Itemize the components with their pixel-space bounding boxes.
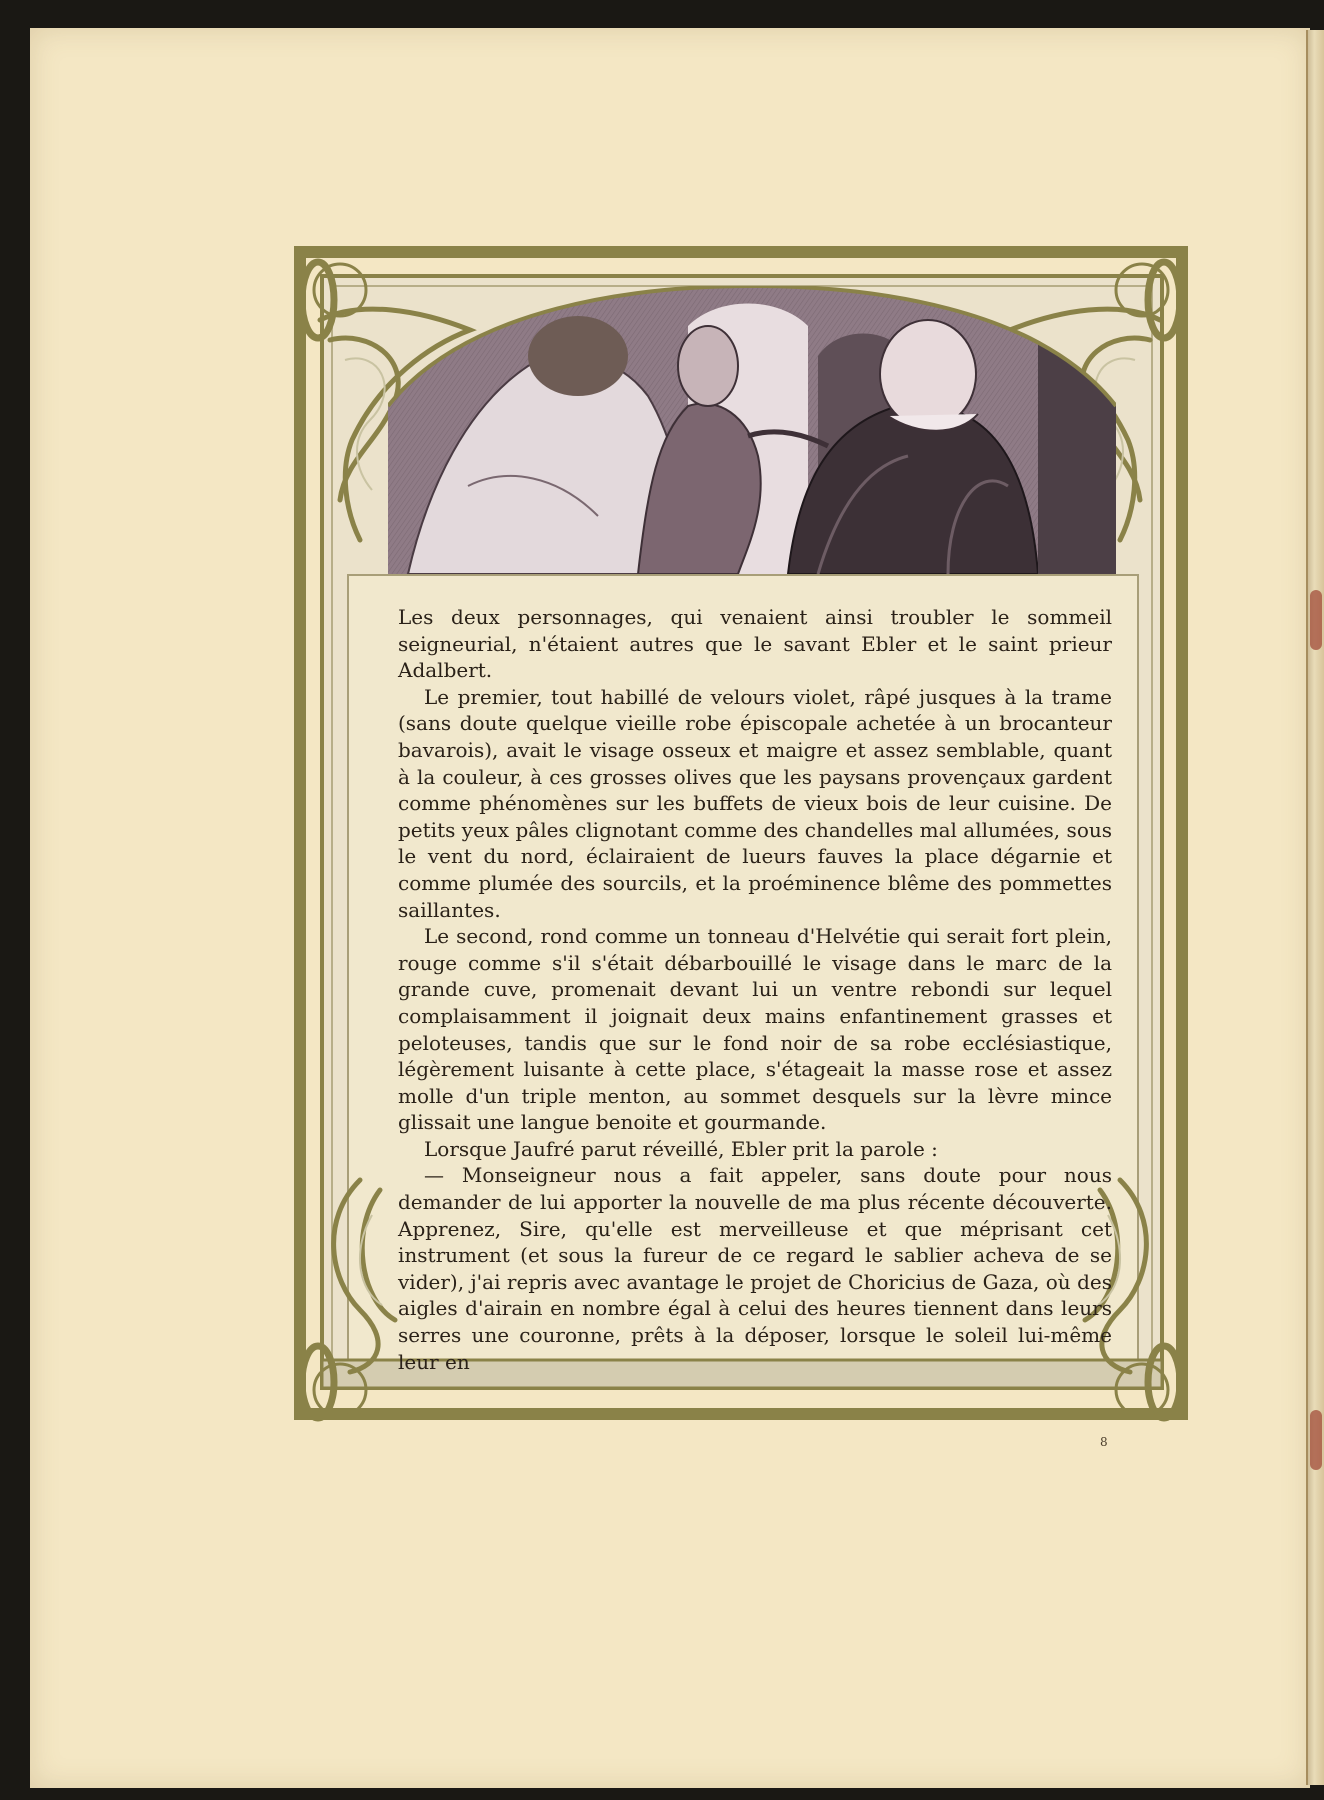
paragraph: Lorsque Jaufré parut réveillé, Ebler prit la parole : bbox=[424, 1136, 938, 1161]
page-number: 8 bbox=[1100, 1435, 1108, 1449]
paragraph: Les deux personnages, qui venaient ainsi troubler le sommeil seigneurial, n'étaient autres que le savant Ebler et le saint prieur Adalbert. bbox=[398, 605, 1112, 683]
paragraph: Le second, rond comme un tonneau d'Helvétie qui serait fort plein, rouge comme s'il s'était débarbouillé le visage dans le marc de la grande cuve, promenait devant lui un ventre rebondi sur lequel complaisamment il joignait deux mains enfantinement grasses et peloteuses, tandis que sur le fond noir de sa robe ecclésiastique, légèrement luisante à cette place, s'étageait la masse rose et assez molle d'un triple menton, au sommet desquels sur la lèvre mince glissait une langue benoite et gourmande. bbox=[398, 924, 1112, 1135]
three-figures-engraving-icon bbox=[388, 286, 1116, 574]
paragraph: — Monseigneur nous a fait appeler, sans doute pour nous demander de lui apporter la nouvelle de ma plus récente découverte. Apprenez, Sire, qu'elle est merveilleuse et que méprisant cet instrument (et sous la fureur de ce regard le sablier acheva de se vider), j'ai repris avec avantage le projet de Choricius de Gaza, où des aigles d'airain en nombre égal à celui des heures tiennent dans leurs serres une couronne, prêts à la déposer, lorsque le soleil lui-même leur en bbox=[398, 1163, 1112, 1374]
body-text bbox=[398, 604, 1112, 1375]
paragraph: Le premier, tout habillé de velours violet, râpé jusques à la trame (sans doute quelque vieille robe épiscopale achetée à un brocanteur bavarois), avait le visage osseux et maigre et assez semblable, quant à la couleur, à ces grosses olives que les paysans provençaux gardent comme phénomènes sur les buffets de vieux bois de leur cuisine. De petits yeux pâles clignotant comme des chandelles mal allumées, sous le vent du nord, éclairaient de lueurs fauves la place dégarnie et comme plumée des sourcils, et la proéminence blême des pommettes saillantes. bbox=[398, 684, 1112, 922]
